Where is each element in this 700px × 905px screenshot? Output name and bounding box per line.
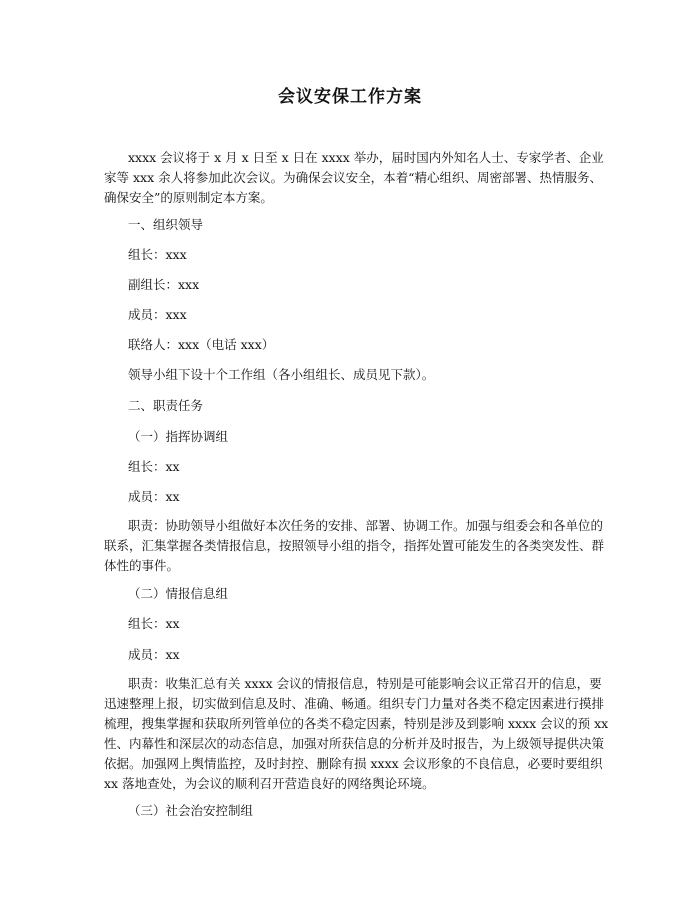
group3-heading: （三）社会治安控制组: [128, 803, 254, 818]
section1-contact: 联络人：xxx（电话 xxx）: [128, 337, 275, 352]
document-title: 会议安保工作方案: [278, 87, 422, 107]
section1-members: 成员：xxx: [128, 307, 187, 322]
group2-members: 成员：xx: [128, 647, 180, 662]
group2-leader: 组长：xx: [128, 616, 180, 631]
section1-deputy: 副组长：xxx: [128, 277, 200, 292]
group1-heading: （一）指挥协调组: [128, 429, 229, 444]
section1-note: 领导小组下设十个工作组（各小组组长、成员见下款）。: [128, 367, 435, 382]
group1-duty-text: 职责：协助领导小组做好本次任务的安排、部署、协调工作。加强与组委会和各单位的联系，汇集掌握各类情报信息，按照领导小组的指令，指挥处置可能发生的各类突发性、群体性的事件。: [104, 518, 605, 573]
group1-members: 成员：xx: [128, 489, 180, 504]
section2-heading: 二、职责任务: [128, 398, 204, 413]
group1-leader: 组长：xx: [128, 459, 180, 474]
section1-heading: 一、组织领导: [128, 217, 204, 232]
section1-leader: 组长：xxx: [128, 247, 187, 262]
intro-text: xxxx 会议将于 x 月 x 日至 x 日在 xxxx 举办，届时国内外知名人士、专家学者、企业家等 xxx 余人将参加此次会议。为确保会议安全，本着“精心组织、周密部署、热情服务、确保安全”的原则制定本方案。: [104, 150, 604, 205]
group2-duty-text: 职责：收集汇总有关 xxxx 会议的情报信息，特别是可能影响会议正常召开的信息，要迅速整理上报，切实做到信息及时、准确、畅通。组织专门力量对各类不稳定因素进行摸排梳理，搜集掌握和获取所列管单位的各类不稳定因素，特别是涉及到影响 xxxx 会议的预 xx 性、内幕性和深层次的动态信息，加强对所获信息的分析并及时报告，为上级领导提供决策依据。加强网上舆情监控，及时封控、删除有损 xxxx 会议形象的不良信息，必要时要组织 xx 落地查处，为会议的顺利召开营造良好的网络舆论环境。: [104, 676, 609, 791]
intro-paragraph: [104, 148, 614, 208]
group1-duty-paragraph: [104, 516, 614, 576]
group2-duty-paragraph: [104, 674, 614, 794]
group2-heading: （二）情报信息组: [128, 586, 229, 601]
